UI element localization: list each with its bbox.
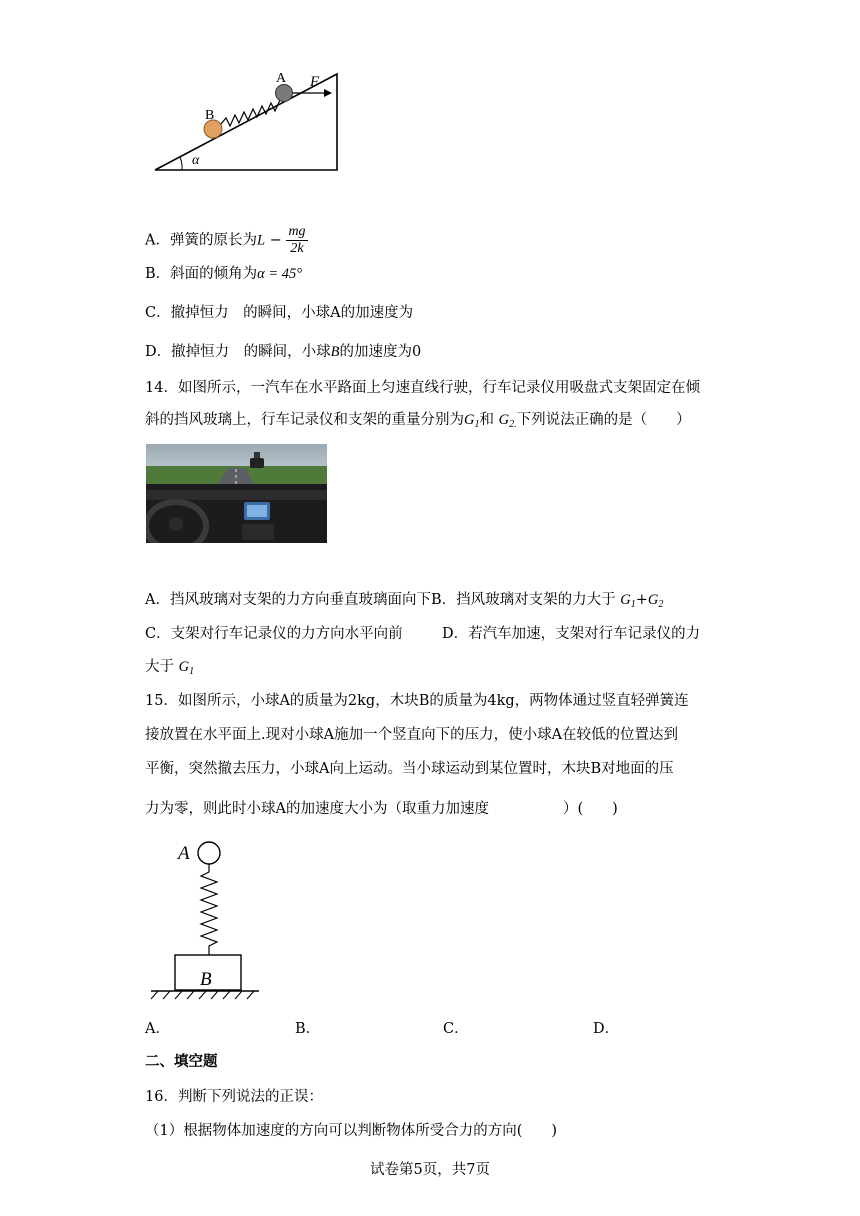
incline-spring-figure [150, 66, 350, 176]
q15-option-b: B． [295, 1021, 321, 1037]
q15-option-c: C． [443, 1021, 469, 1037]
label-b: B [200, 969, 212, 990]
q15-stem-line2: 接放置在水平面上.现对小球A施加一个竖直向下的压力，使小球A在较低的位置达到 [145, 727, 679, 743]
q15-stem-line1: 15．如图所示，小球A的质量为2kg，木块B的质量为4kg，两物体通过竖直轻弹簧连 [145, 693, 689, 709]
label-a: A [178, 843, 190, 864]
q13-option-d: D．撤掉恒力 的瞬间，小球B的加速度为0 [145, 344, 422, 360]
q16-item-1: （1）根据物体加速度的方向可以判断物体所受合力的方向( ) [145, 1123, 558, 1139]
q13-option-c: C．撤掉恒力 的瞬间，小球A的加速度为 [145, 305, 414, 321]
q14-stem-line2: 斜的挡风玻璃上，行车记录仪和支架的重量分别为$G_1$和 $G_{2.}$下列说法正确的是（ ） [145, 412, 691, 430]
page-footer: 试卷第5页，共7页 [370, 1162, 490, 1178]
dashcam-photo [146, 444, 327, 543]
fraction-mg-2k: $\frac{mg}{2k}$ [288, 224, 306, 256]
label-f: F [310, 74, 320, 90]
q15-stem-line3: 平衡，突然撤去压力，小球A向上运动。当小球运动到某位置时，木块B对地面的压 [145, 761, 674, 777]
q14-option-d: D．若汽车加速，支架对行车记录仪的力 [442, 626, 701, 642]
label-alpha: α [192, 153, 200, 168]
q14-option-a-b: A．挡风玻璃对支架的力方向垂直玻璃面向下B．挡风玻璃对支架的力大于 $G_1+G_2$ [145, 592, 664, 610]
ball-a [276, 85, 293, 102]
ball-spring-block-figure [146, 836, 264, 1002]
ball-a [198, 842, 220, 864]
label-b: B [205, 108, 215, 123]
q15-stem-line4: 力为零，则此时小球A的加速度大小为（取重力加速度 ）( ) [145, 801, 618, 817]
q14-option-c: C．支架对行车记录仪的力方向水平向前 [145, 626, 403, 642]
q15-option-a: A． [145, 1021, 170, 1037]
section-title-fill-in: 二、填空题 [145, 1053, 218, 1070]
q16-stem: 16．判断下列说法的正误： [145, 1089, 323, 1105]
q14-option-d-cont: 大于 $G_1$ [145, 659, 195, 677]
label-a: A [276, 71, 287, 86]
q14-stem-line1: 14．如图所示，一汽车在水平路面上匀速直线行驶，行车记录仪用吸盘式支架固定在倾 [145, 380, 700, 396]
q13-option-b: B．斜面的倾角为α = 45° [145, 266, 303, 282]
q15-option-d: D． [593, 1021, 620, 1037]
q13-option-a: A．弹簧的原长为L − $\frac{mg}{2k}$ [145, 224, 306, 256]
